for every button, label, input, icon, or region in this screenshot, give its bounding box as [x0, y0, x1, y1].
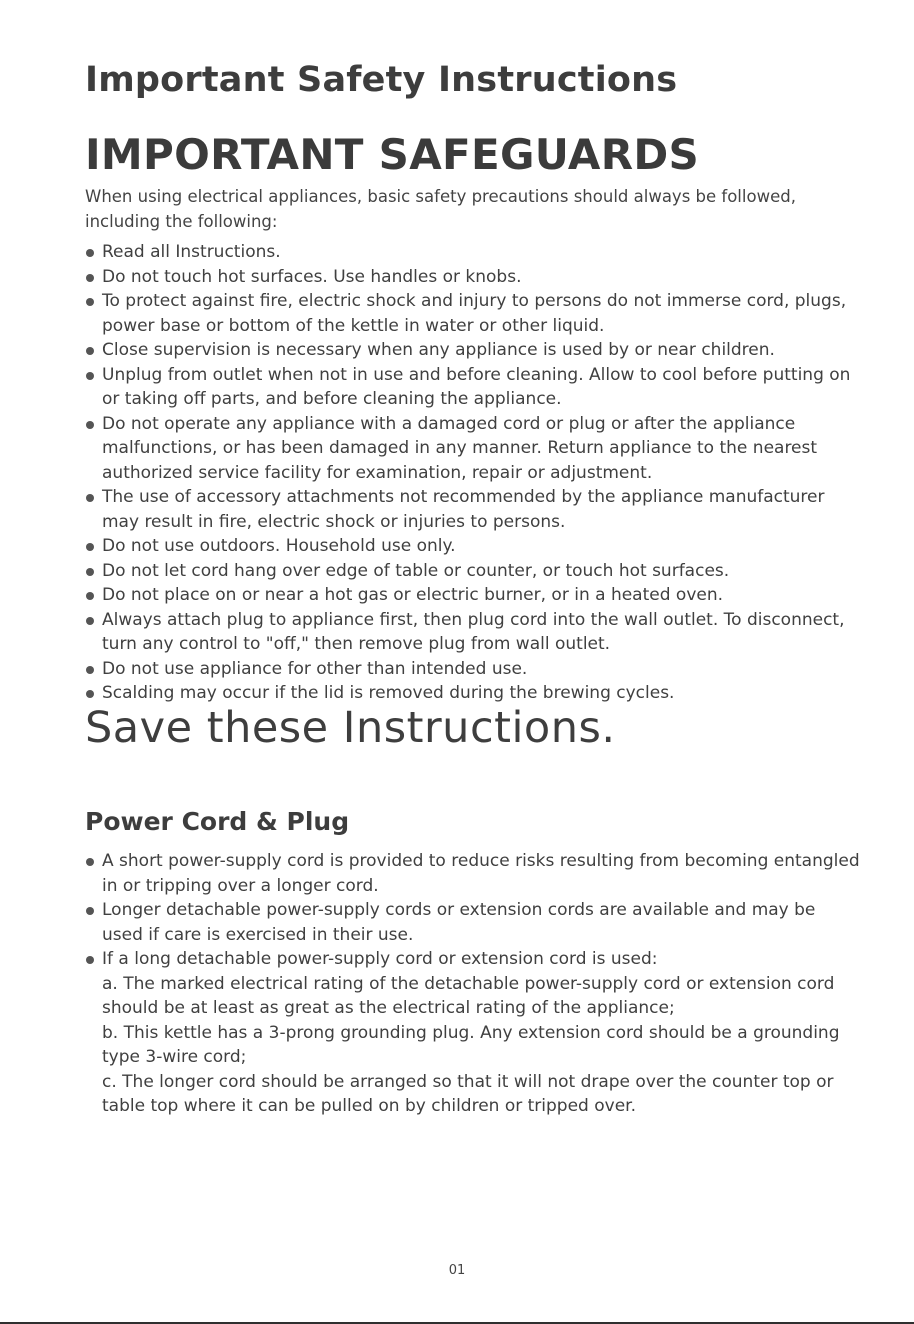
list-item: Do not use outdoors. Household use only.: [85, 534, 860, 559]
safeguards-heading: IMPORTANT SAFEGUARDS: [85, 130, 700, 179]
power-cord-heading: Power Cord & Plug: [85, 807, 350, 836]
bullet-icon: [86, 858, 94, 866]
list-item: Do not use appliance for other than intended use.: [85, 657, 860, 682]
list-item: Always attach plug to appliance first, then plug cord into the wall outlet. To disconnect, turn any control to "off," then remove plug from wall outlet.: [85, 608, 860, 657]
bullet-icon: [86, 298, 94, 306]
bullet-icon: [86, 666, 94, 674]
safeguards-list: [85, 240, 860, 706]
bullet-icon: [86, 956, 94, 964]
list-item: Do not touch hot surfaces. Use handles or knobs.: [85, 265, 860, 290]
bullet-icon: [86, 568, 94, 576]
bullet-icon: [86, 372, 94, 380]
bullet-icon: [86, 347, 94, 355]
list-item: Do not let cord hang over edge of table or counter, or touch hot surfaces.: [85, 559, 860, 584]
bullet-icon: [86, 249, 94, 257]
list-item: A short power-supply cord is provided to reduce risks resulting from becoming entangled in or tripping over a longer cord.: [85, 849, 860, 898]
list-item: Read all Instructions.: [85, 240, 860, 265]
list-item: The use of accessory attachments not recommended by the appliance manufacturer may result in fire, electric shock or injuries to persons.: [85, 485, 860, 534]
sub-item: c. The longer cord should be arranged so that it will not drape over the counter top or table top where it can be pulled on by children or tripped over.: [102, 1071, 834, 1116]
save-instructions-heading: Save these Instructions.: [85, 703, 616, 753]
bullet-icon: [86, 421, 94, 429]
sub-item: a. The marked electrical rating of the detachable power-supply cord or extension cord should be at least as great as the electrical rating of the appliance;: [102, 973, 835, 1018]
page-title: Important Safety Instructions: [85, 60, 678, 100]
list-item: Longer detachable power-supply cords or extension cords are available and may be used if care is exercised in their use.: [85, 898, 860, 947]
list-item: Do not operate any appliance with a damaged cord or plug or after the appliance malfunctions, or has been damaged in any manner. Return appliance to the nearest authorized service facility for examination, repair or adjustment.: [85, 412, 860, 486]
bullet-icon: [86, 617, 94, 625]
bullet-icon: [86, 592, 94, 600]
power-cord-list: [85, 849, 860, 1119]
sub-item: b. This kettle has a 3-prong grounding plug. Any extension cord should be a grounding type 3-wire cord;: [102, 1022, 840, 1067]
bullet-icon: [86, 543, 94, 551]
list-item: Close supervision is necessary when any appliance is used by or near children.: [85, 338, 860, 363]
safeguards-intro: When using electrical appliances, basic safety precautions should always be followed, including the following:: [85, 187, 796, 231]
list-item: Unplug from outlet when not in use and before cleaning. Allow to cool before putting on or taking off parts, and before cleaning the appliance.: [85, 363, 860, 412]
list-item: If a long detachable power-supply cord or extension cord is used: a. The marked electrical rating of the detachable power-supply cord or extension cord should be at least as great as the electrical rating of the appliance; b. This kettle has a 3-prong grounding plug. Any extension cord should be a grounding type 3-wire cord; c. The longer cord should be arranged so that it will not drape over the counter top or table top where it can be pulled on by children or tripped over.: [85, 947, 860, 1119]
page-number: 01: [448, 1263, 466, 1278]
bullet-icon: [86, 274, 94, 282]
list-item: Do not place on or near a hot gas or electric burner, or in a heated oven.: [85, 583, 860, 608]
bullet-icon: [86, 690, 94, 698]
list-item: Scalding may occur if the lid is removed during the brewing cycles.: [85, 681, 860, 706]
bullet-icon: [86, 907, 94, 915]
list-item: To protect against fire, electric shock and injury to persons do not immerse cord, plugs, power base or bottom of the kettle in water or other liquid.: [85, 289, 860, 338]
bullet-icon: [86, 494, 94, 502]
